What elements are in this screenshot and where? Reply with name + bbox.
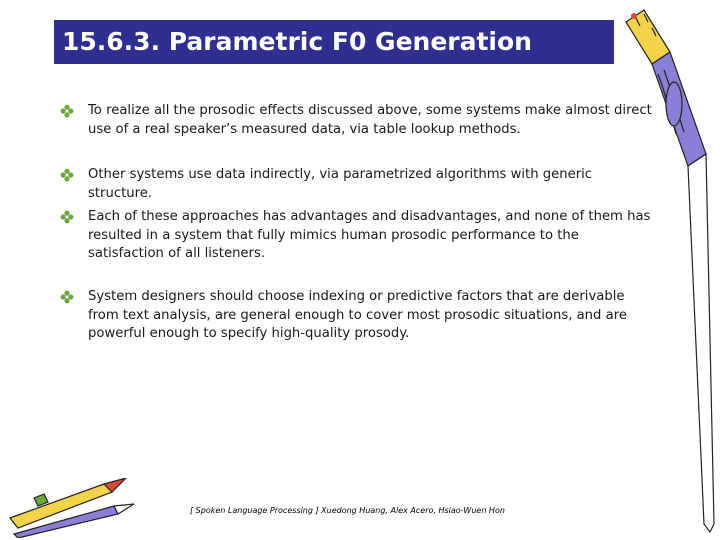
bullet-text: Each of these approaches has advantages and disadvantages, and none of them has resulted in a system that fully mimics human prosodic performance to the satisfaction of all listeners. xyxy=(88,209,651,261)
slide-title: 15.6.3. Parametric F0 Generation xyxy=(62,27,532,56)
pencil-clipart-right xyxy=(618,4,718,534)
bullet-icon xyxy=(60,168,74,182)
bullet-text: Other systems use data indirectly, via parametrized algorithms with generic structure. xyxy=(88,167,593,201)
title-bar xyxy=(54,20,614,64)
pencil-clipart-left xyxy=(4,478,144,538)
bullet-text: To realize all the prosodic effects discussed above, some systems make almost direct use of a real speaker’s measured data, via table lookup methods. xyxy=(88,103,652,137)
bullet-text: System designers should choose indexing or predictive factors that are derivable from text analysis, are general enough to cover most prosodic situations, and are powerful enough to specify high-quality prosody. xyxy=(88,289,627,341)
bullet-icon xyxy=(60,210,74,224)
bullet-icon xyxy=(60,290,74,304)
footer-citation: [ Spoken Language Processing ] Xuedong Huang, Alex Acero, Hsiao-Wuen Hon xyxy=(190,506,505,515)
bullet-icon xyxy=(60,104,74,118)
